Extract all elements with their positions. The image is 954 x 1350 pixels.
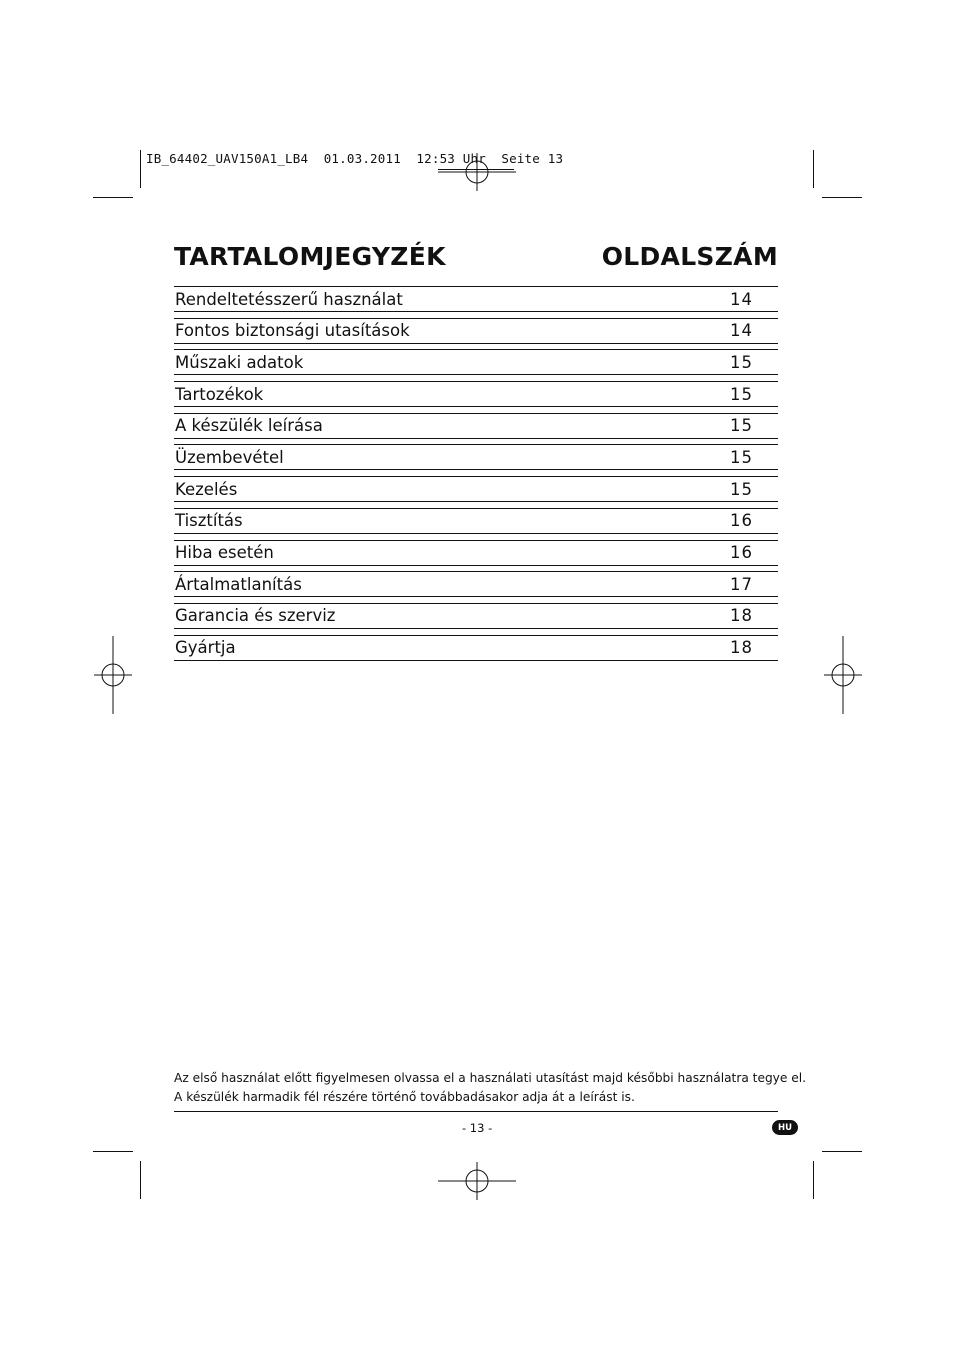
toc-entry-label: Garancia és szerviz (175, 606, 336, 626)
footer-divider (174, 1111, 778, 1112)
crop-mark-bottom-right-v (813, 1161, 814, 1199)
toc-entry-label: Kezelés (175, 479, 238, 499)
crop-mark-top-left-v (140, 150, 141, 188)
usage-note-line-1: Az első használat előtt figyelmesen olvassa el a használati utasítást majd későbbi használatra tegye el. (174, 1071, 807, 1085)
toc-entry-page: 15 (730, 384, 753, 404)
crop-mark-top-right-v (813, 150, 814, 188)
toc-entry-page: 16 (730, 511, 753, 531)
crop-mark-bottom-left-h (93, 1151, 133, 1152)
toc-entry-label: Tartozékok (175, 384, 264, 404)
toc-row (174, 444, 778, 470)
toc-entry-page: 15 (730, 352, 753, 372)
toc-entry-label: A készülék leírása (175, 416, 323, 436)
toc-entry-label: Ártalmatlanítás (175, 574, 302, 594)
toc-entry-page: 17 (730, 574, 753, 594)
toc-row (174, 286, 778, 312)
registration-mark-left-icon (74, 636, 152, 714)
crop-mark-top-left-h (93, 197, 133, 198)
page-number: - 13 - (462, 1121, 493, 1135)
toc-row (174, 635, 778, 661)
toc-entry-label: Tisztítás (175, 511, 243, 531)
crop-mark-bottom-right-h (822, 1151, 862, 1152)
toc-row (174, 571, 778, 597)
toc-entry-page: 15 (730, 447, 753, 467)
toc-row (174, 381, 778, 407)
toc-row (174, 603, 778, 629)
toc-entry-page: 15 (730, 416, 753, 436)
usage-note (174, 1069, 806, 1107)
toc-entry-label: Műszaki adatok (175, 352, 304, 372)
toc-entry-page: 14 (730, 289, 753, 309)
toc-entry-page: 14 (730, 321, 753, 341)
crop-mark-bottom-left-v (140, 1161, 141, 1199)
page-number-title: OLDALSZÁM (601, 242, 778, 271)
toc-row (174, 349, 778, 375)
registration-mark-right-icon (804, 636, 882, 714)
toc-row (174, 413, 778, 439)
table-of-contents (174, 286, 778, 666)
toc-row (174, 508, 778, 534)
toc-entry-label: Rendeltetésszerű használat (175, 289, 403, 309)
toc-entry-page: 18 (730, 638, 753, 658)
registration-mark-bottom-icon (438, 1142, 516, 1220)
toc-row (174, 540, 778, 566)
print-slug: IB_64402_UAV150A1_LB4 01.03.2011 12:53 Uhr Seite 13 (146, 151, 564, 166)
language-badge: HU (772, 1120, 798, 1135)
toc-entry-label: Hiba esetén (175, 543, 274, 562)
toc-row (174, 318, 778, 344)
toc-row (174, 476, 778, 502)
toc-entry-page: 15 (730, 479, 753, 499)
toc-title: TARTALOMJEGYZÉK (174, 242, 446, 271)
toc-entry-page: 16 (730, 543, 753, 562)
crop-mark-top-right-h (822, 197, 862, 198)
registration-mark-top-icon (438, 133, 516, 211)
toc-entry-page: 18 (730, 606, 753, 626)
toc-entry-label: Üzembevétel (175, 447, 284, 467)
toc-entry-label: Fontos biztonsági utasítások (175, 321, 410, 341)
toc-entry-label: Gyártja (175, 638, 236, 658)
usage-note-line-2: A készülék harmadik fél részére történő továbbadásakor adja át a leírást is. (174, 1090, 635, 1104)
